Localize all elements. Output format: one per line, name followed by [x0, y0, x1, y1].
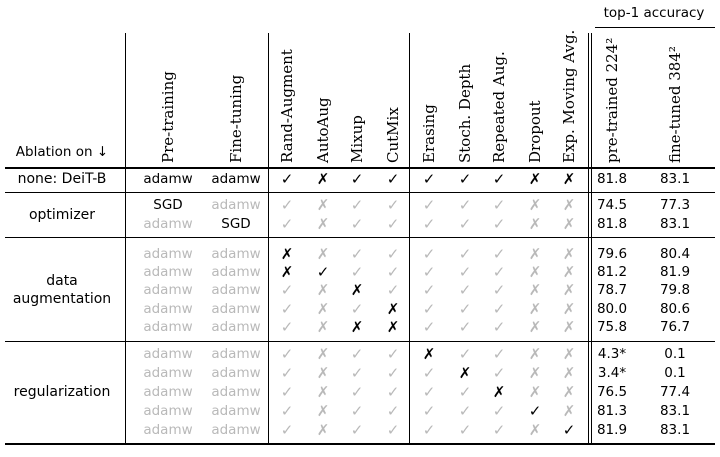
table-cell-mixup: ✗ [350, 281, 364, 299]
table-cell-cutmix: ✓ [386, 170, 400, 188]
table-cell-finetune: adamw [211, 246, 261, 262]
table-cell-ema: ✗ [562, 318, 576, 336]
table-cell-stochdepth: ✓ [458, 300, 472, 318]
table-cell-dropout: ✗ [528, 300, 542, 318]
table-cell-autoaug: ✗ [316, 421, 330, 439]
table-cell-mixup: ✓ [350, 170, 364, 188]
column-header-ema: Exp. Moving Avg. [560, 29, 578, 163]
table-cell-cutmix: ✓ [386, 245, 400, 263]
table-cell-repaug: ✓ [492, 245, 506, 263]
table-cell-stochdepth: ✓ [458, 263, 472, 281]
table-cell-cutmix: ✓ [386, 281, 400, 299]
group-label-line: data [46, 273, 78, 289]
table-cell-randaug: ✓ [280, 345, 294, 363]
table-cell-ft384: 83.1 [659, 216, 691, 232]
table-cell-repaug: ✓ [492, 215, 506, 233]
table-cell-autoaug: ✓ [316, 263, 330, 281]
table-cell-finetune: adamw [211, 346, 261, 362]
table-cell-repaug: ✓ [492, 281, 506, 299]
table-cell-finetune: adamw [211, 403, 261, 419]
table-cell-mixup: ✓ [350, 345, 364, 363]
table-cell-cutmix: ✓ [386, 364, 400, 382]
table-cell-ft384: 80.6 [659, 301, 691, 317]
table-cell-pretrain: adamw [143, 365, 193, 381]
table-cell-cutmix: ✗ [386, 300, 400, 318]
table-cell-pre224: 81.3 [596, 403, 628, 419]
column-separator [268, 33, 269, 443]
table-cell-autoaug: ✗ [316, 402, 330, 420]
table-cell-repaug: ✓ [492, 364, 506, 382]
table-cell-ema: ✗ [562, 215, 576, 233]
table-cell-autoaug: ✗ [316, 281, 330, 299]
table-cell-stochdepth: ✓ [458, 318, 472, 336]
table-cell-stochdepth: ✓ [458, 196, 472, 214]
column-separator [125, 33, 126, 443]
table-cell-dropout: ✗ [528, 318, 542, 336]
group-label [18, 170, 107, 188]
table-cell-ema: ✗ [562, 281, 576, 299]
table-cell-finetune: adamw [211, 197, 261, 213]
column-separator [588, 33, 589, 443]
table-cell-erasing: ✓ [422, 170, 436, 188]
table-cell-ft384: 83.1 [659, 171, 691, 187]
group-label [29, 206, 95, 224]
table-cell-pre224: 81.8 [596, 171, 628, 187]
table-cell-erasing: ✓ [422, 215, 436, 233]
table-cell-cutmix: ✓ [386, 402, 400, 420]
table-cell-cutmix: ✓ [386, 383, 400, 401]
group-label-line: augmentation [12, 291, 112, 307]
table-cell-autoaug: ✗ [316, 215, 330, 233]
table-cell-pre224: 76.5 [596, 384, 628, 400]
table-cell-erasing: ✗ [422, 345, 436, 363]
table-cell-repaug: ✓ [492, 170, 506, 188]
table-cell-stochdepth: ✓ [458, 402, 472, 420]
table-cell-pre224: 78.7 [596, 282, 628, 298]
table-cell-erasing: ✓ [422, 196, 436, 214]
table-cell-dropout: ✗ [528, 196, 542, 214]
table-cell-finetune: adamw [211, 365, 261, 381]
table-cell-stochdepth: ✓ [458, 170, 472, 188]
column-header-erasing: Erasing [420, 104, 438, 163]
table-cell-mixup: ✓ [350, 196, 364, 214]
table-cell-randaug: ✓ [280, 300, 294, 318]
bottom-rule [5, 443, 715, 445]
table-cell-ft384: 0.1 [664, 346, 686, 362]
table-cell-cutmix: ✓ [386, 421, 400, 439]
column-header-pretrain: Pre-training [159, 71, 177, 163]
table-cell-pretrain: SGD [153, 197, 183, 213]
table-cell-randaug: ✓ [280, 196, 294, 214]
table-cell-stochdepth: ✓ [458, 421, 472, 439]
table-cell-pre224: 81.2 [596, 264, 628, 280]
table-cell-erasing: ✓ [422, 421, 436, 439]
table-cell-pre224: 3.4* [597, 365, 627, 381]
table-cell-mixup: ✓ [350, 421, 364, 439]
column-header-pre224: pre-trained 224² [603, 37, 621, 163]
column-separator [409, 33, 410, 443]
table-cell-ema: ✗ [562, 364, 576, 382]
column-header-autoaug: AutoAug [314, 97, 332, 163]
table-cell-pretrain: adamw [143, 346, 193, 362]
table-cell-ema: ✗ [562, 402, 576, 420]
column-header-dropout: Dropout [526, 100, 544, 163]
column-header-repaug: Repeated Aug. [490, 51, 508, 163]
table-cell-ft384: 77.4 [659, 384, 691, 400]
group-label [14, 383, 111, 401]
table-cell-autoaug: ✗ [316, 345, 330, 363]
table-cell-repaug: ✓ [492, 263, 506, 281]
table-cell-ft384: 83.1 [659, 403, 691, 419]
table-cell-erasing: ✓ [422, 245, 436, 263]
group-rule [5, 237, 715, 238]
table-cell-autoaug: ✗ [316, 318, 330, 336]
table-cell-randaug: ✓ [280, 318, 294, 336]
table-cell-randaug: ✗ [280, 263, 294, 281]
table-cell-finetune: adamw [211, 384, 261, 400]
table-cell-finetune: adamw [211, 171, 261, 187]
table-cell-repaug: ✓ [492, 300, 506, 318]
table-cell-mixup: ✓ [350, 215, 364, 233]
column-header-stochdepth: Stoch. Depth [456, 63, 474, 163]
table-cell-dropout: ✗ [528, 421, 542, 439]
table-cell-stochdepth: ✓ [458, 345, 472, 363]
table-cell-finetune: SGD [221, 216, 251, 232]
table-cell-ema: ✗ [562, 263, 576, 281]
table-cell-mixup: ✓ [350, 263, 364, 281]
table-cell-randaug: ✓ [280, 402, 294, 420]
table-cell-randaug: ✓ [280, 364, 294, 382]
table-cell-stochdepth: ✓ [458, 245, 472, 263]
header-rule [5, 167, 715, 169]
table-cell-autoaug: ✗ [316, 300, 330, 318]
table-cell-pretrain: adamw [143, 246, 193, 262]
table-cell-erasing: ✓ [422, 300, 436, 318]
table-cell-randaug: ✓ [280, 383, 294, 401]
table-cell-repaug: ✓ [492, 402, 506, 420]
table-cell-finetune: adamw [211, 319, 261, 335]
table-cell-autoaug: ✗ [316, 383, 330, 401]
table-cell-dropout: ✗ [528, 364, 542, 382]
group-label [13, 272, 111, 308]
table-cell-stochdepth: ✓ [458, 215, 472, 233]
table-cell-pretrain: adamw [143, 301, 193, 317]
table-cell-cutmix: ✓ [386, 215, 400, 233]
table-cell-autoaug: ✗ [316, 245, 330, 263]
table-cell-erasing: ✓ [422, 402, 436, 420]
column-header-finetune: Fine-tuning [227, 74, 245, 163]
table-cell-repaug: ✓ [492, 345, 506, 363]
table-cell-dropout: ✗ [528, 170, 542, 188]
table-cell-pretrain: adamw [143, 216, 193, 232]
table-cell-erasing: ✓ [422, 318, 436, 336]
table-cell-autoaug: ✗ [316, 196, 330, 214]
table-cell-dropout: ✗ [528, 245, 542, 263]
table-cell-repaug: ✓ [492, 421, 506, 439]
table-cell-stochdepth: ✓ [458, 281, 472, 299]
table-cell-mixup: ✓ [350, 245, 364, 263]
table-cell-ft384: 81.9 [659, 264, 691, 280]
table-cell-pretrain: adamw [143, 319, 193, 335]
table-cell-mixup: ✓ [350, 300, 364, 318]
table-cell-dropout: ✗ [528, 263, 542, 281]
table-cell-randaug: ✓ [280, 170, 294, 188]
table-cell-pretrain: adamw [143, 403, 193, 419]
table-cell-pre224: 4.3* [597, 346, 627, 362]
table-cell-ema: ✗ [562, 170, 576, 188]
column-header-randaug: Rand-Augment [278, 49, 296, 163]
table-cell-pretrain: adamw [143, 282, 193, 298]
table-cell-ft384: 79.8 [659, 282, 691, 298]
table-cell-dropout: ✗ [528, 281, 542, 299]
table-cell-dropout: ✓ [528, 402, 542, 420]
group-label-line: regularization [13, 384, 111, 400]
table-cell-ft384: 80.4 [659, 246, 691, 262]
ablation-header: Ablation on ↓ [15, 144, 109, 160]
group-label-line: none: DeiT-B [17, 171, 107, 187]
table-cell-repaug: ✓ [492, 196, 506, 214]
table-cell-mixup: ✗ [350, 318, 364, 336]
table-cell-cutmix: ✓ [386, 196, 400, 214]
table-cell-finetune: adamw [211, 264, 261, 280]
table-cell-cutmix: ✗ [386, 318, 400, 336]
table-cell-ft384: 0.1 [664, 365, 686, 381]
table-cell-autoaug: ✗ [316, 364, 330, 382]
table-cell-pretrain: adamw [143, 384, 193, 400]
table-cell-pre224: 79.6 [596, 246, 628, 262]
group-label-line: optimizer [28, 207, 96, 223]
column-header-mixup: Mixup [348, 115, 366, 163]
table-cell-stochdepth: ✗ [458, 364, 472, 382]
table-cell-ema: ✗ [562, 196, 576, 214]
table-cell-mixup: ✓ [350, 402, 364, 420]
table-cell-pretrain: adamw [143, 264, 193, 280]
table-cell-erasing: ✓ [422, 281, 436, 299]
table-cell-repaug: ✓ [492, 318, 506, 336]
table-cell-mixup: ✓ [350, 364, 364, 382]
table-cell-cutmix: ✓ [386, 345, 400, 363]
table-cell-mixup: ✓ [350, 383, 364, 401]
table-cell-randaug: ✗ [280, 245, 294, 263]
table-cell-dropout: ✗ [528, 345, 542, 363]
table-cell-finetune: adamw [211, 422, 261, 438]
group-rule [5, 192, 715, 193]
top-accuracy-rule [595, 27, 715, 28]
table-cell-pre224: 74.5 [596, 197, 628, 213]
table-cell-pre224: 80.0 [596, 301, 628, 317]
table-cell-ema: ✗ [562, 300, 576, 318]
table-cell-pretrain: adamw [143, 171, 193, 187]
table-cell-ft384: 76.7 [659, 319, 691, 335]
table-cell-repaug: ✗ [492, 383, 506, 401]
column-separator [591, 33, 592, 443]
table-cell-finetune: adamw [211, 282, 261, 298]
table-cell-erasing: ✓ [422, 364, 436, 382]
table-cell-dropout: ✗ [528, 215, 542, 233]
table-cell-pre224: 81.9 [596, 422, 628, 438]
table-cell-erasing: ✓ [422, 383, 436, 401]
table-cell-randaug: ✓ [280, 281, 294, 299]
group-header-top1: top-1 accuracy [603, 5, 705, 21]
column-header-cutmix: CutMix [384, 107, 402, 163]
table-cell-ema: ✗ [562, 345, 576, 363]
group-rule [5, 341, 715, 342]
table-cell-stochdepth: ✓ [458, 383, 472, 401]
table-cell-finetune: adamw [211, 301, 261, 317]
table-cell-pretrain: adamw [143, 422, 193, 438]
table-cell-ft384: 83.1 [659, 422, 691, 438]
table-cell-pre224: 81.8 [596, 216, 628, 232]
table-cell-pre224: 75.8 [596, 319, 628, 335]
table-cell-ema: ✗ [562, 245, 576, 263]
table-cell-dropout: ✗ [528, 383, 542, 401]
table-cell-cutmix: ✓ [386, 263, 400, 281]
table-cell-erasing: ✓ [422, 263, 436, 281]
table-cell-ema: ✓ [562, 421, 576, 439]
table-cell-ema: ✗ [562, 383, 576, 401]
column-header-ft384: fine-tuned 384² [666, 46, 684, 163]
table-cell-ft384: 77.3 [659, 197, 691, 213]
table-cell-randaug: ✓ [280, 215, 294, 233]
table-cell-randaug: ✓ [280, 421, 294, 439]
table-cell-autoaug: ✗ [316, 170, 330, 188]
